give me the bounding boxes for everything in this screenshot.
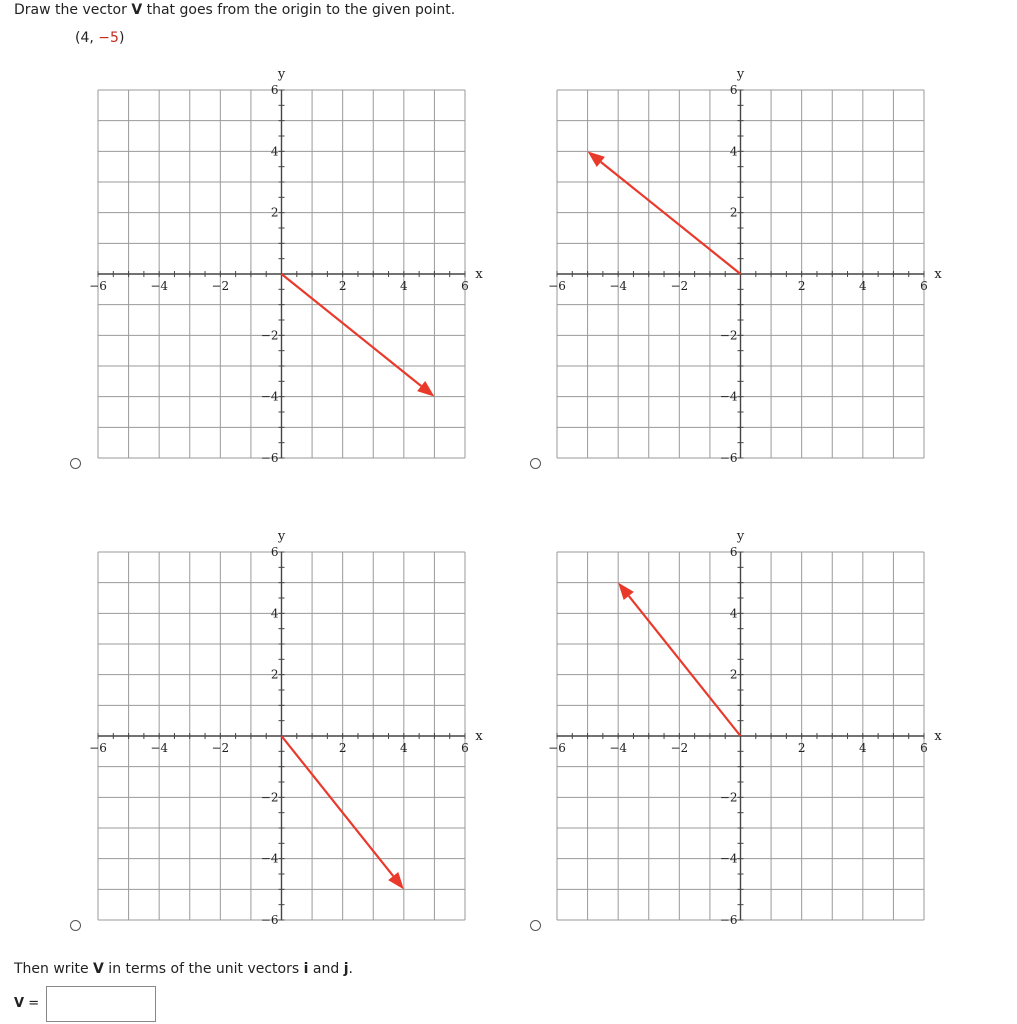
x-tick-label: −6 [89,279,107,293]
x-tick-label: 6 [461,279,469,293]
x-tick-label: 6 [920,741,928,755]
x-tick-label: 6 [461,741,469,755]
then-write-text [14,961,353,977]
question-suffix: that goes from the origin to the given point. [142,2,456,18]
y-tick-label: 2 [270,667,279,682]
point-close-paren: ) [118,30,125,46]
then-vector-name: V [93,961,104,977]
vector-shaft [601,162,741,274]
answer-input[interactable] [46,986,156,1022]
x-tick-label: −2 [670,741,689,755]
y-tick-label: −4 [719,851,738,866]
y-tick-label: −6 [719,913,738,927]
x-axis-label: x [934,267,942,282]
y-tick-label: 4 [729,144,738,159]
y-tick-label: 6 [270,83,279,97]
graph-option-c [80,527,483,927]
then-end: . [348,961,353,977]
vector-arrowhead [388,872,404,889]
x-tick-label: −6 [89,741,107,755]
y-tick-label: 4 [270,144,279,159]
graph-option-d [539,527,942,927]
y-tick-label: −4 [260,851,279,866]
y-tick-label: −6 [260,451,279,465]
then-and: and [308,961,344,977]
y-tick-label: 2 [729,205,738,220]
y-axis-label: y [736,67,745,82]
x-tick-label: −4 [609,279,628,293]
x-tick-label: 4 [859,279,867,293]
then-middle: in terms of the unit vectors [103,961,304,977]
vector-arrowhead [618,583,634,600]
point-x: 4 [80,30,90,46]
y-tick-label: 2 [270,205,279,220]
y-tick-label: 6 [270,545,279,559]
x-tick-label: −4 [150,741,169,755]
x-tick-label: −4 [609,741,628,755]
y-tick-label: −4 [260,389,279,404]
question-prefix: Draw the vector [14,2,132,18]
y-tick-label: 6 [729,83,738,97]
y-tick-label: −4 [719,389,738,404]
y-tick-label: −2 [719,328,738,343]
vector-shaft [282,736,394,876]
y-tick-label: −2 [719,790,738,805]
answer-vector-name: V [14,996,25,1011]
x-axis-label: x [475,267,483,282]
y-tick-label: −6 [260,913,279,927]
vector-shaft [629,596,741,736]
point-open-paren: ( [75,30,81,46]
vector-arrowhead [417,381,434,397]
vector-arrowhead [588,151,605,167]
question-vector-name: V [131,2,143,18]
then-prefix: Then write [14,961,94,977]
x-tick-label: −2 [670,279,689,293]
x-tick-label: 2 [338,741,347,755]
answer-equals: = [24,996,40,1011]
x-tick-label: −6 [548,279,566,293]
x-tick-label: 2 [797,279,806,293]
question-text [14,2,455,18]
graph-option-a [80,65,483,465]
y-tick-label: 4 [729,606,738,621]
answer-label [14,996,39,1011]
x-tick-label: 4 [400,279,408,293]
y-tick-label: −2 [260,328,279,343]
x-tick-label: −2 [211,741,230,755]
unit-vector-j: j [343,961,349,977]
unit-vector-i: i [303,961,309,977]
x-tick-label: 4 [400,741,408,755]
y-axis-label: y [277,529,286,544]
given-point [75,30,124,46]
point-separator: , [89,30,99,46]
point-y: −5 [98,30,119,46]
x-tick-label: 4 [859,741,867,755]
x-axis-label: x [475,729,483,744]
y-tick-label: 4 [270,606,279,621]
y-axis-label: y [736,529,745,544]
x-tick-label: −4 [150,279,169,293]
y-tick-label: 6 [729,545,738,559]
x-tick-label: 2 [338,279,347,293]
x-tick-label: 6 [920,279,928,293]
y-tick-label: −6 [719,451,738,465]
y-axis-label: y [277,67,286,82]
x-tick-label: −6 [548,741,566,755]
x-tick-label: −2 [211,279,230,293]
y-tick-label: −2 [260,790,279,805]
graph-option-b [539,65,942,465]
x-tick-label: 2 [797,741,806,755]
x-axis-label: x [934,729,942,744]
y-tick-label: 2 [729,667,738,682]
